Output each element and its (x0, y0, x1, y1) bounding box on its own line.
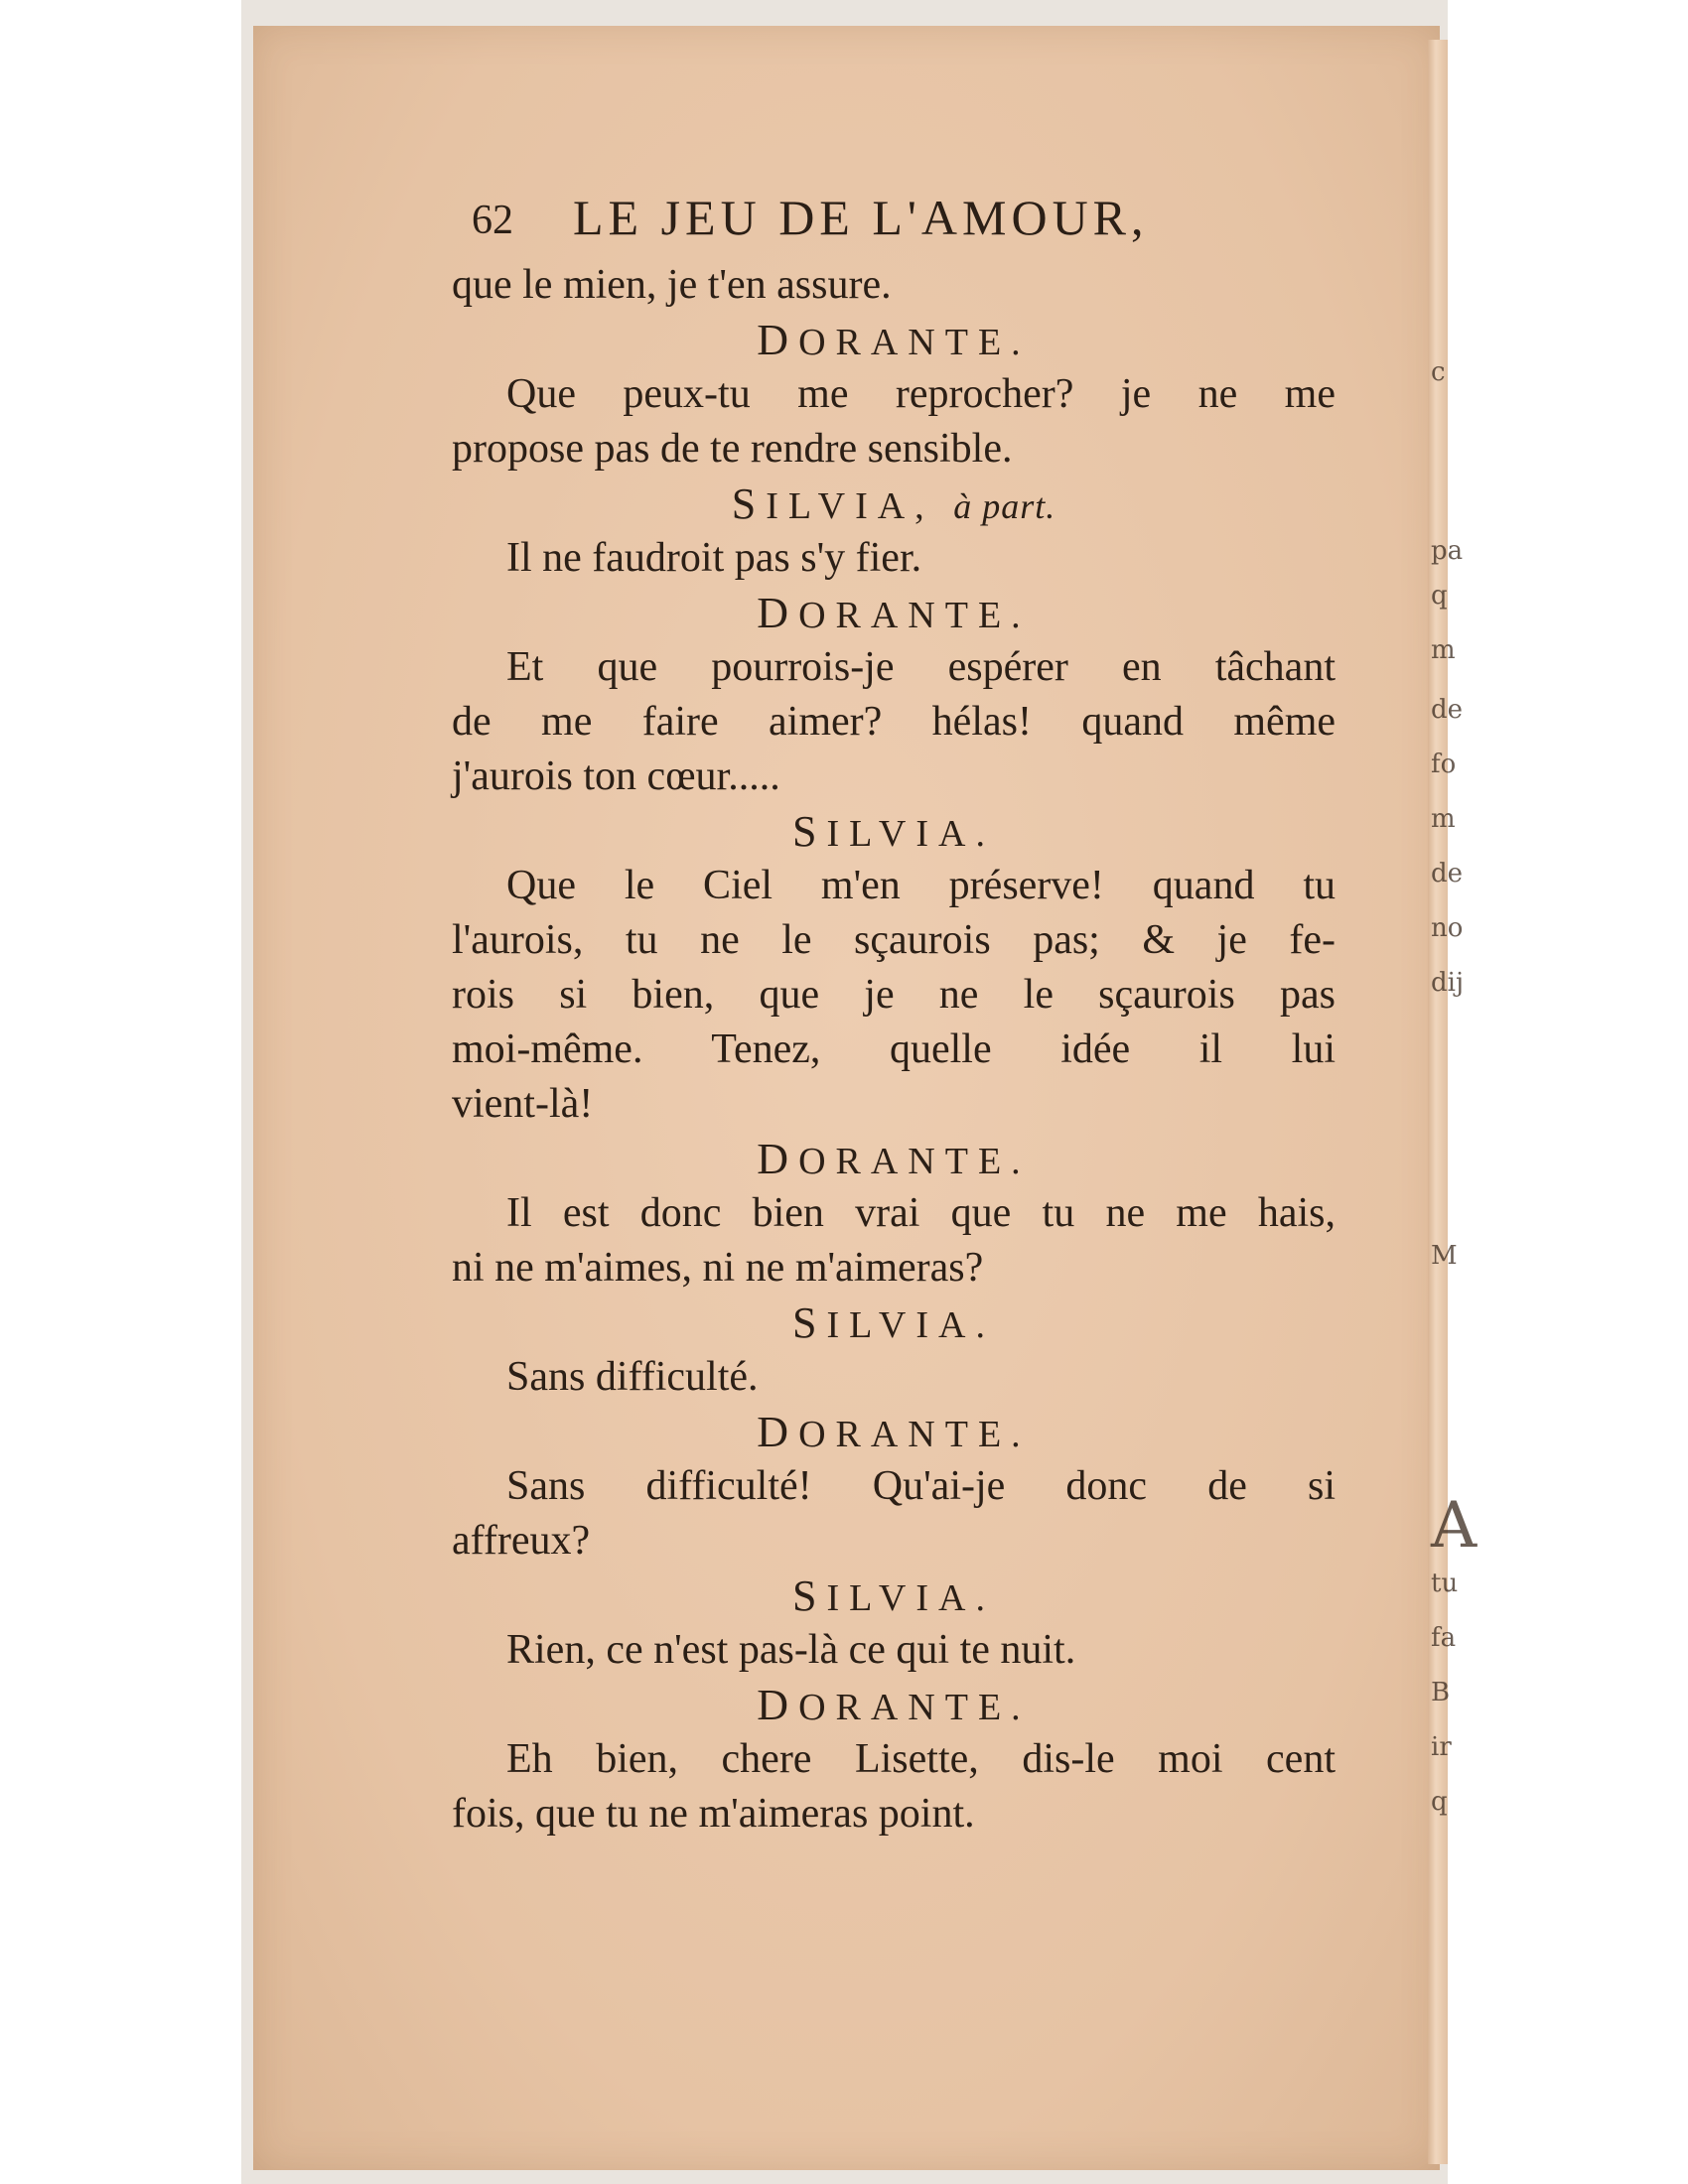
facing-page-fragment: A (1431, 1489, 1477, 1563)
text-line: affreux? (452, 1518, 591, 1564)
speaker-silvia: SILVIA. (792, 807, 995, 856)
text-line: j'aurois ton cœur..... (452, 753, 780, 799)
facing-page-fragment: de (1431, 859, 1464, 888)
text-line: propose pas de te rendre sensible. (452, 426, 1013, 472)
text-line: Sans difficulté. (506, 1354, 759, 1400)
text-line: rois si bien, que je ne le sçaurois pas (452, 972, 1336, 1018)
facing-page-fragment: fo (1431, 750, 1457, 779)
text-line: moi-même. Tenez, quelle idée il lui (452, 1026, 1336, 1072)
running-title: LE JEU DE L'AMOUR, (573, 190, 1149, 245)
speaker-silvia: SILVIA. (792, 1571, 995, 1620)
facing-page-fragment: m (1431, 804, 1456, 834)
text-line: Que peux-tu me reprocher? je ne me (506, 371, 1336, 417)
facing-page-fragment: B (1431, 1678, 1451, 1707)
text-line: que le mien, je t'en assure. (452, 262, 892, 308)
facing-page-fragment: dij (1431, 968, 1465, 998)
text-line: Sans difficulté! Qu'ai-je donc de si (506, 1463, 1336, 1509)
facing-page-fragment: ir (1431, 1732, 1452, 1762)
text-line: ni ne m'aimes, ni ne m'aimeras? (452, 1245, 984, 1291)
facing-page-fragment: tu (1431, 1569, 1459, 1598)
facing-page-fragment: m (1431, 635, 1456, 665)
speaker-silvia-aside (452, 477, 1336, 531)
text-line: de me faire aimer? hélas! quand même (452, 699, 1336, 745)
speaker-dorante: DORANTE. (757, 1408, 1031, 1456)
facing-page-fragment: no (1431, 913, 1464, 943)
speaker-name: SILVIA, (731, 479, 934, 528)
facing-page-fragment: pa (1431, 536, 1464, 566)
stage-direction: à part. (953, 486, 1056, 526)
page-number: 62 (472, 198, 513, 243)
facing-page-fragment: fa (1431, 1623, 1457, 1653)
text-line: Eh bien, chere Lisette, dis-le moi cent (506, 1736, 1336, 1782)
facing-page-fragment: q (1431, 581, 1448, 611)
speaker-dorante: DORANTE. (757, 589, 1031, 637)
facing-page-fragment: M (1431, 1241, 1458, 1271)
facing-page-fragment: c (1431, 357, 1446, 387)
text-line: Rien, ce n'est pas-là ce qui te nuit. (506, 1627, 1076, 1673)
text-line: Il ne faudroit pas s'y fier. (506, 535, 922, 581)
text-line: l'aurois, tu ne le sçaurois pas; & je fe- (452, 917, 1336, 963)
speaker-dorante: DORANTE. (757, 1135, 1031, 1183)
facing-page-fragment: q (1431, 1787, 1448, 1817)
page-header (452, 189, 1336, 258)
page-text (452, 189, 1336, 1842)
text-line: Il est donc bien vrai que tu ne me hais, (506, 1190, 1336, 1236)
text-line: vient-là! (452, 1081, 594, 1127)
facing-page-fragment: de (1431, 695, 1464, 725)
speaker-dorante: DORANTE. (757, 1681, 1031, 1729)
speaker-dorante: DORANTE. (757, 316, 1031, 364)
speaker-silvia: SILVIA. (792, 1298, 995, 1347)
text-line: fois, que tu ne m'aimeras point. (452, 1791, 975, 1837)
text-line: Et que pourrois-je espérer en tâchant (506, 644, 1336, 690)
text-line: Que le Ciel m'en préserve! quand tu (506, 863, 1336, 908)
